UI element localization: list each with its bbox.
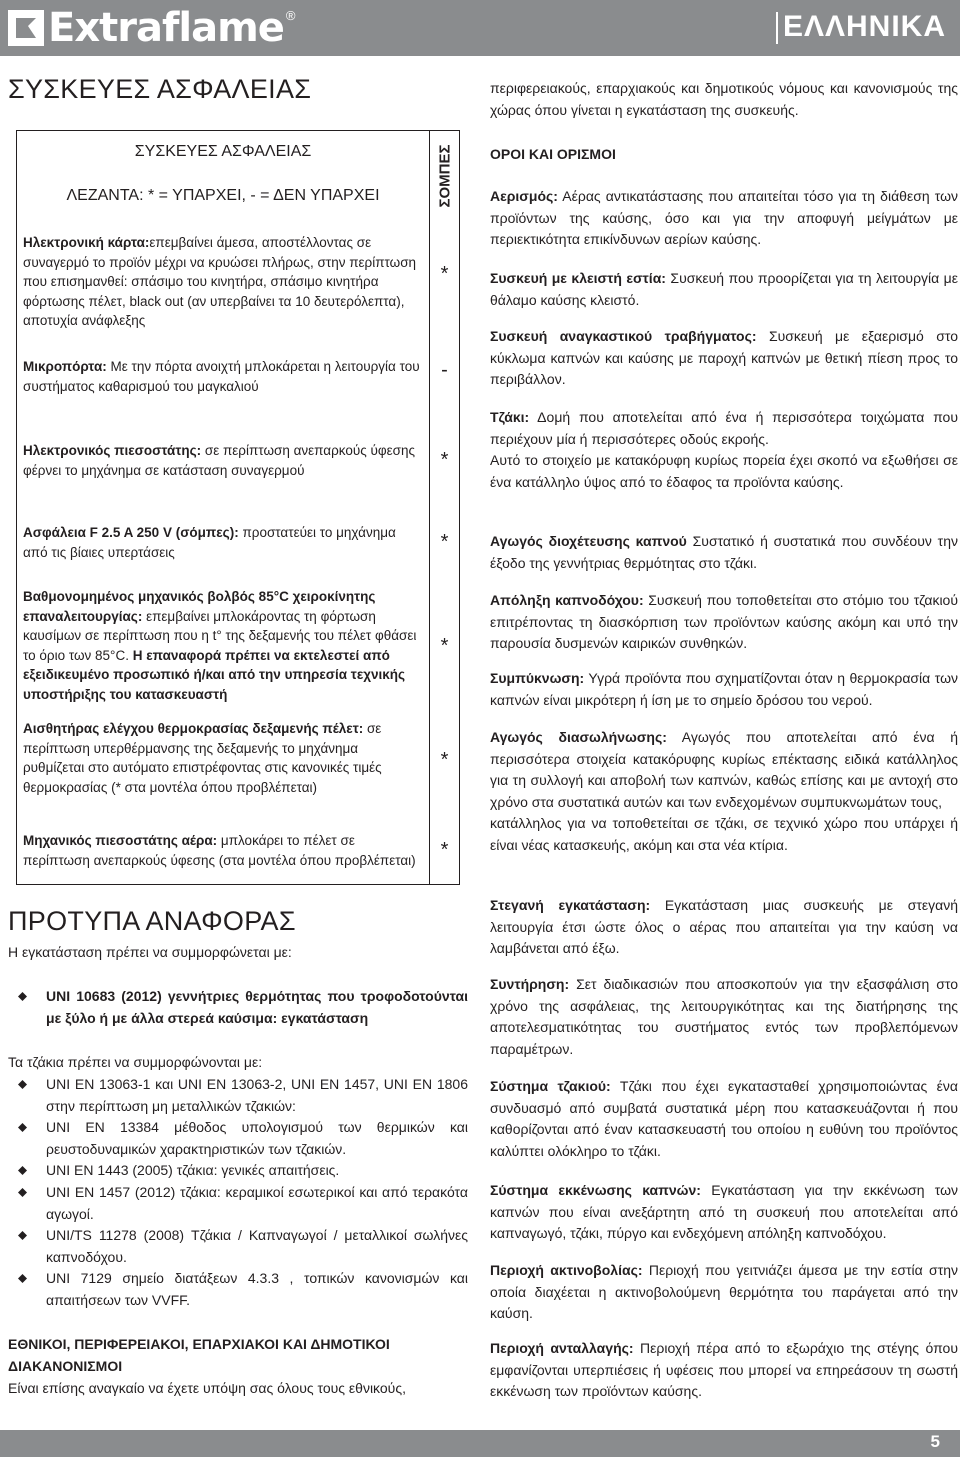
list-item-text: UNI 10683 (2012) γεννήτριες θερμότητας που τροφοδοτούνται με ξύλο ή με άλλα στερεά καύσιμα: εγκατάσταση xyxy=(46,988,468,1026)
list-item-text: UNI EN 1443 (2005) τζάκια: γενικές απαιτήσεις. xyxy=(46,1162,340,1179)
term-label: Περιοχή ακτινοβολίας: xyxy=(490,1262,643,1278)
term-text: Δομή που αποτελείται από ένα ή περισσότερα τοιχώματα που περιέχουν μία ή περισσότερες οδούς εκροής. xyxy=(490,409,958,447)
diamond-bullet-icon xyxy=(18,1166,27,1175)
term-label: Απόληξη καπνοδόχου: xyxy=(490,592,644,608)
row-term: Μικροπόρτα: xyxy=(23,359,107,374)
table-row xyxy=(23,831,421,870)
list-item xyxy=(10,1182,468,1225)
row-term: Μηχανικός πιεσοστάτης αέρα: xyxy=(23,833,218,848)
term-definition xyxy=(490,1180,958,1245)
row-text: επεμβαίνει άμεσα, αποστέλλοντας σε συναγερμό το προϊόν μέχρι να κρυώσει πλήρως, στην περίπτωση που επισημανθεί: σπάσιμο του κινητήρα, σπάσιμο κινητήρα φόρτωσης πέλετ, black out (αν υπερβαίνει τα 10 δευτερόλεπτα), αποτυχία ανάφλεξης xyxy=(23,235,417,329)
term-label: Συσκευή αναγκαστικού τραβήγματος: xyxy=(490,328,757,344)
row-term: Ασφάλεια F 2.5 A 250 V (σόμπες): xyxy=(23,525,239,540)
standards-intro: Η εγκατάσταση πρέπει να συμμορφώνεται με: xyxy=(8,944,292,960)
row-mark: * xyxy=(440,263,449,285)
footer-bar xyxy=(0,1430,960,1457)
row-text: προστατεύει το μηχάνημα από τις βίαιες υπερτάσεις xyxy=(23,525,396,560)
list-item-text: UNI/TS 11278 (2008) Τζάκια / Καπναγωγοί / μεταλλικοί σωλήνες καπνοδόχου. xyxy=(46,1227,468,1265)
row-text: Με την πόρτα ανοιχτή μπλοκάρεται η λειτουργία του συστήματος καθαρισμού του μαγκαλιού xyxy=(23,359,420,394)
section-title-standards: ΠΡΟΤΥΠΑ ΑΝΑΦΟΡΑΣ xyxy=(8,906,296,936)
term-label: Τζάκι: xyxy=(490,409,530,425)
page-title: ΣΥΣΚΕΥΕΣ ΑΣΦΑΛΕΙΑΣ xyxy=(8,74,312,104)
row-note: Η επαναφορά πρέπει να εκτελεστεί από εξειδικευμένο προσωπικό ή/και από την υπηρεσία τεχνικής υποστήριξης του κατασκευαστή xyxy=(23,647,406,702)
table-column-header xyxy=(429,131,460,221)
language-divider xyxy=(776,12,778,44)
table-title: ΣΥΣΚΕΥΕΣ ΑΣΦΑΛΕΙΑΣ xyxy=(134,143,312,160)
diamond-bullet-icon xyxy=(18,1123,27,1132)
term-definition xyxy=(490,268,958,311)
term-text: Σετ διαδικασιών που αποσκοπούν για την εξασφάλιση στο χρόνο της ασφάλειας, της λειτουργικότητας και της διατήρησης της αποτελεσματικότητας του συστήματος εντός των προβλεπόμενων παραμέτρων. xyxy=(490,976,958,1057)
term-label: Σύστημα εκκένωσης καπνών: xyxy=(490,1182,701,1198)
table-legend: ΛΕΖΑΝΤΑ: * = ΥΠΑΡΧΕΙ, - = ΔΕΝ ΥΠΑΡΧΕΙ xyxy=(66,187,380,204)
diamond-bullet-icon xyxy=(18,992,27,1001)
term-definition xyxy=(490,1260,958,1325)
term-definition xyxy=(490,974,958,1060)
term-text: Περιοχή πέρα από το εξωράχιο της στέγης όπου εμφανίζονται υπερπιέσεις ή υφέσεις που μπορεί να επηρεάσουν τη σωστή εκκένωση των προϊόντων καύσης. xyxy=(490,1340,958,1400)
row-term: Ηλεκτρονικός πιεσοστάτης: xyxy=(23,443,202,458)
term-text-extra: κατάλληλος για να τοποθετείται σε τζάκι, σε τεχνικό χώρο που υπάρχει ή είναι νέας κατασκευής, ακόμη και στα νέα κτίρια. xyxy=(490,815,958,853)
term-text: Συστατικό ή συστατικά που συνδέουν την έξοδο της γεννήτριας θερμότητας στο τζάκι. xyxy=(490,533,958,571)
row-mark: - xyxy=(441,359,448,381)
diamond-bullet-icon xyxy=(18,1274,27,1283)
term-label: Αγωγός διοχέτευσης καπνού xyxy=(490,533,687,549)
term-label: Συμπύκνωση: xyxy=(490,670,585,686)
column-label: ΣΟΜΠΕΣ xyxy=(436,144,453,208)
row-term: Βαθμονομημένος μηχανικός βολβός 85°C χειροκίνητης επαναλειτουργίας: xyxy=(23,589,376,624)
row-mark: * xyxy=(440,449,449,471)
page-number: 5 xyxy=(930,1432,940,1451)
safety-devices-table xyxy=(16,130,460,885)
term-label: Συσκευή με κλειστή εστία: xyxy=(490,270,666,286)
term-text: Συσκευή που προορίζεται για τη λειτουργία με θάλαμο καύσης κλειστό. xyxy=(490,270,958,308)
list-item xyxy=(10,1074,468,1117)
diamond-bullet-icon xyxy=(18,1080,27,1089)
row-term: Αισθητήρας ελέγχου θερμοκρασίας δεξαμενής πέλετ: xyxy=(23,721,364,736)
flame-logo-icon xyxy=(8,10,44,46)
table-row xyxy=(23,523,421,562)
term-definition xyxy=(490,1338,958,1403)
table-row xyxy=(23,233,421,331)
list-item-text: UNI EN 1457 (2012) τζάκια: κεραμικοί εσωτερικοί και από τερακότα αγωγοί. xyxy=(46,1183,468,1222)
diamond-bullet-icon xyxy=(18,1231,27,1240)
list-item-text: UNI EN 13063-1 και UNI EN 13063-2, UNI EN 1457, UNI EN 1806 στην περίπτωση μη μεταλλικών τζακιών: xyxy=(46,1076,468,1114)
language-label: ΕΛΛΗΝΙΚΑ xyxy=(782,10,946,43)
national-regulations-text: Είναι επίσης αναγκαίο να έχετε υπόψη σας όλους τους εθνικούς, xyxy=(8,1380,406,1396)
table-row xyxy=(23,441,421,480)
row-mark: * xyxy=(440,531,449,553)
continuation-text: περιφερειακούς, επαρχιακούς και δημοτικούς νόμους και κανονισμούς της χώρας όπου γίνεται η εγκατάσταση της συσκευής. xyxy=(490,80,958,118)
list-item xyxy=(10,986,468,1029)
term-label: Αγωγός διασωλήνωσης: xyxy=(490,729,667,745)
list-item xyxy=(10,1225,468,1268)
term-definition xyxy=(490,407,958,493)
term-text: Εγκατάσταση για την εκκένωση των καπνών που είναι ανεξάρτητη από τη συσκευή που αποτελείται από καπναγωγό, τζάκι, πύργο και ενδεχόμενη απόληξη καπνοδόχου. xyxy=(490,1182,958,1242)
term-definition xyxy=(490,531,958,574)
term-text: Συσκευή με εξαερισμό στο κύκλωμα καπνών και καύσης με παροχή καπνών με θετική πίεση προς το περιβάλλον. xyxy=(490,328,958,388)
term-text: Συσκευή που τοποθετείται στο στόμιο του τζακιού επιτρέποντας τη διασκόρπιση των προϊόντων καύσης ακόμη και υπό την παρουσία δυσμενών καιρικών συνθηκών. xyxy=(490,592,959,652)
term-text: Εγκατάσταση μιας συσκευής με στεγανή λειτουργία έτσι ώστε όλος ο αέρας που απαιτείται για την καύση να λαμβάνεται από έξω. xyxy=(490,897,958,957)
term-label: Αερισμός: xyxy=(490,188,558,204)
term-label: Σύστημα τζακιού: xyxy=(490,1078,611,1094)
term-definition xyxy=(490,895,958,960)
term-definition xyxy=(490,727,958,857)
term-definition xyxy=(490,186,958,251)
row-text: σε περίπτωση υπερθέρμανσης της δεξαμενής το μηχάνημα ρυθμίζεται στο αυτόματο επιστρέφοντας στις κανονικές τιμές θερμοκρασίας (* στα μοντέλα όπου προβλέπεται) xyxy=(23,721,382,795)
row-mark: * xyxy=(440,635,449,657)
diamond-bullet-icon xyxy=(18,1188,27,1197)
term-text: Τζάκι που έχει εγκατασταθεί χρησιμοποιώντας ένα συνδυασμό από συμβατά συστατικά μέρη που κατασκευάζονται ή που καθορίζονται από έναν κατασκευαστή του οποίου η ευθύνη του προϊόντος καλύπτει ολόκληρο το τζάκι. xyxy=(490,1078,959,1159)
term-definition xyxy=(490,326,958,391)
row-term: Ηλεκτρονική κάρτα: xyxy=(23,235,150,250)
term-label: Συντήρηση: xyxy=(490,976,570,992)
list-item-text: UNI 7129 σημείο διατάξεων 4.3.3 , τοπικών κανονισμών και απαιτήσεων των VVFF. xyxy=(46,1270,468,1308)
row-text: επεμβαίνει μπλοκάροντας τη φόρτωση καυσίμων σε περίπτωση που η t° της δεξαμενής του πέλετ φθάσει το όριο των 85°C. xyxy=(23,608,417,663)
registered-mark: ® xyxy=(285,8,296,23)
term-definition xyxy=(490,668,958,711)
row-mark: * xyxy=(440,749,449,771)
term-definition xyxy=(490,1076,958,1162)
terms-title: ΟΡΟΙ ΚΑΙ ΟΡΙΣΜΟΙ xyxy=(490,146,616,162)
term-text: Υγρά προϊόντα που σχηματίζονται όταν η θερμοκρασία των καπνών είναι μικρότερη ή ίση με το σημείο δρόσου του νερού. xyxy=(490,670,958,708)
standards-bold-item xyxy=(10,986,468,1029)
list-item xyxy=(10,1160,468,1182)
table-row xyxy=(23,357,421,396)
term-label: Στεγανή εγκατάσταση: xyxy=(490,897,651,913)
term-text: Περιοχή που γειτνιάζει άμεσα με την εστία στην οποία διαχέεται η ακτινοβολούμενη θερμότητα του παράγεται από την καύση. xyxy=(490,1262,959,1322)
standards-intro-2: Τα τζάκια πρέπει να συμμορφώνονται με: xyxy=(8,1054,263,1070)
row-text: σε περίπτωση ανεπαρκούς ύφεσης φέρνει το μηχάνημα σε κατάσταση συναγερμού xyxy=(23,443,415,478)
standards-list xyxy=(10,1074,468,1312)
table-row xyxy=(23,719,421,797)
list-item xyxy=(10,1268,468,1311)
brand-logo xyxy=(8,4,295,52)
brand-name: Extraflame xyxy=(48,5,284,51)
term-label: Περιοχή ανταλλαγής: xyxy=(490,1340,634,1356)
header-bar xyxy=(0,0,960,56)
table-row xyxy=(23,587,421,705)
term-text: Αγωγός που αποτελείται από ένα ή περισσότερα στοιχεία κατακόρυφης κυρίως επέκτασης ειδικά κατάλληλος για τη συλλογή και αποβολή των καπνών, καθώς επίσης και με αντοχή στο χρόνο στα συστατικά αυτών και των ενδεχομένων συμπυκνωμάτων τους, xyxy=(490,729,959,810)
row-mark: * xyxy=(440,839,449,861)
list-item-text: UNI EN 13384 μέθοδος υπολογισμού των θερμικών και ρευστοδυναμικών χαρακτηριστικών των τζακιών. xyxy=(46,1119,468,1157)
national-regulations-title: ΕΘΝΙΚΟΙ, ΠΕΡΙΦΕΡΕΙΑΚΟΙ, ΕΠΑΡΧΙΑΚΟΙ ΚΑΙ ΔΗΜΟΤΙΚΟΙ ΔΙΑΚΑΝΟΝΙΣΜΟΙ xyxy=(8,1336,390,1374)
list-item xyxy=(10,1117,468,1160)
term-definition xyxy=(490,590,958,655)
term-text: Αέρας αντικατάστασης που απαιτείται τόσο για τη διάθεση των προϊόντων της καύσης, όσο και για την αποφυγή μείγμάτων με περιεκτικότητα επικίνδυνων αερίων καύσης. xyxy=(490,188,958,248)
term-text-extra: Αυτό το στοιχείο με κατακόρυφη κυρίως πορεία έχει σκοπό να εξωθήσει σε ένα κατάλληλο ύψος από το έδαφος τα προϊόντα καύσης. xyxy=(490,452,958,490)
row-text: μπλοκάρει το πέλετ σε περίπτωση ανεπαρκούς ύφεσης (στα μοντέλα όπου προβλέπεται) xyxy=(23,833,416,868)
